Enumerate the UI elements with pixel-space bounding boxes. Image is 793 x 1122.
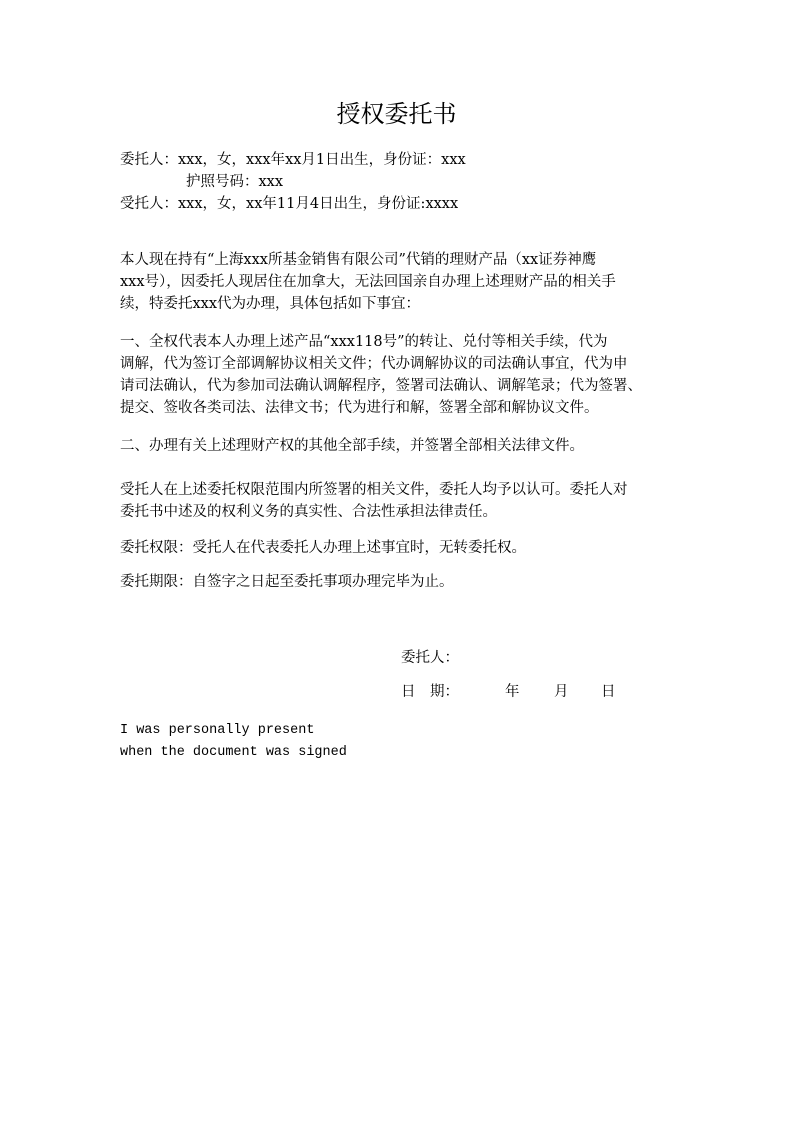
text-line: 续，特委托xxx代为办理，具体包括如下事宜： (120, 296, 421, 312)
signature-date-label: 日 期： (401, 684, 459, 700)
paragraph-authority: 委托权限：受托人在代表委托人办理上述事宜时，无转委托权。 (120, 540, 526, 556)
paragraph-item-two: 二、办理有关上述理财产权的其他全部手续，并签署全部相关法律文件。 (120, 438, 584, 454)
text-line: 受托人在上述委托权限范围内所签署的相关文件，委托人均予以认可。委托人对 (120, 482, 628, 498)
text-line: 本人现在持有“上海xxx所基金销售有限公司”代销的理财产品（xx证券神鹰 (120, 252, 597, 268)
text-line: 一、全权代表本人办理上述产品“xxx118号”的转让、兑付等相关手续，代为 (120, 334, 608, 350)
principal-info: 委托人：xxx，女，xxx年xx月1日出生，身份证：xxx (120, 152, 466, 168)
paragraph-term: 委托期限：自签字之日起至委托事项办理完毕为止。 (120, 574, 454, 590)
date-day-label: 日 (601, 684, 616, 700)
text-line: xxx号），因委托人现居住在加拿大，无法回国亲自办理上述理财产品的相关手 (120, 274, 616, 290)
signature-principal-label: 委托人： (401, 650, 459, 666)
witness-note-line: I was personally present (120, 723, 315, 738)
text-line: 提交、签收各类司法、法律文书；代为进行和解，签署全部和解协议文件。 (120, 400, 599, 416)
witness-note-line: when the document was signed (120, 745, 347, 760)
date-month-label: 月 (554, 684, 569, 700)
passport-info: 护照号码：xxx (186, 174, 284, 190)
agent-info: 受托人：xxx，女，xx年11月4日出生，身份证:xxxx (120, 196, 459, 212)
text-line: 委托书中述及的权利义务的真实性、合法性承担法律责任。 (120, 504, 497, 520)
text-line: 调解，代为签订全部调解协议相关文件；代办调解协议的司法确认事宜，代为申 (120, 356, 628, 372)
text-line: 请司法确认，代为参加司法确认调解程序，签署司法确认、调解笔录；代为签署、 (120, 378, 642, 394)
document-title: 授权委托书 (336, 100, 457, 128)
date-year-label: 年 (505, 684, 520, 700)
